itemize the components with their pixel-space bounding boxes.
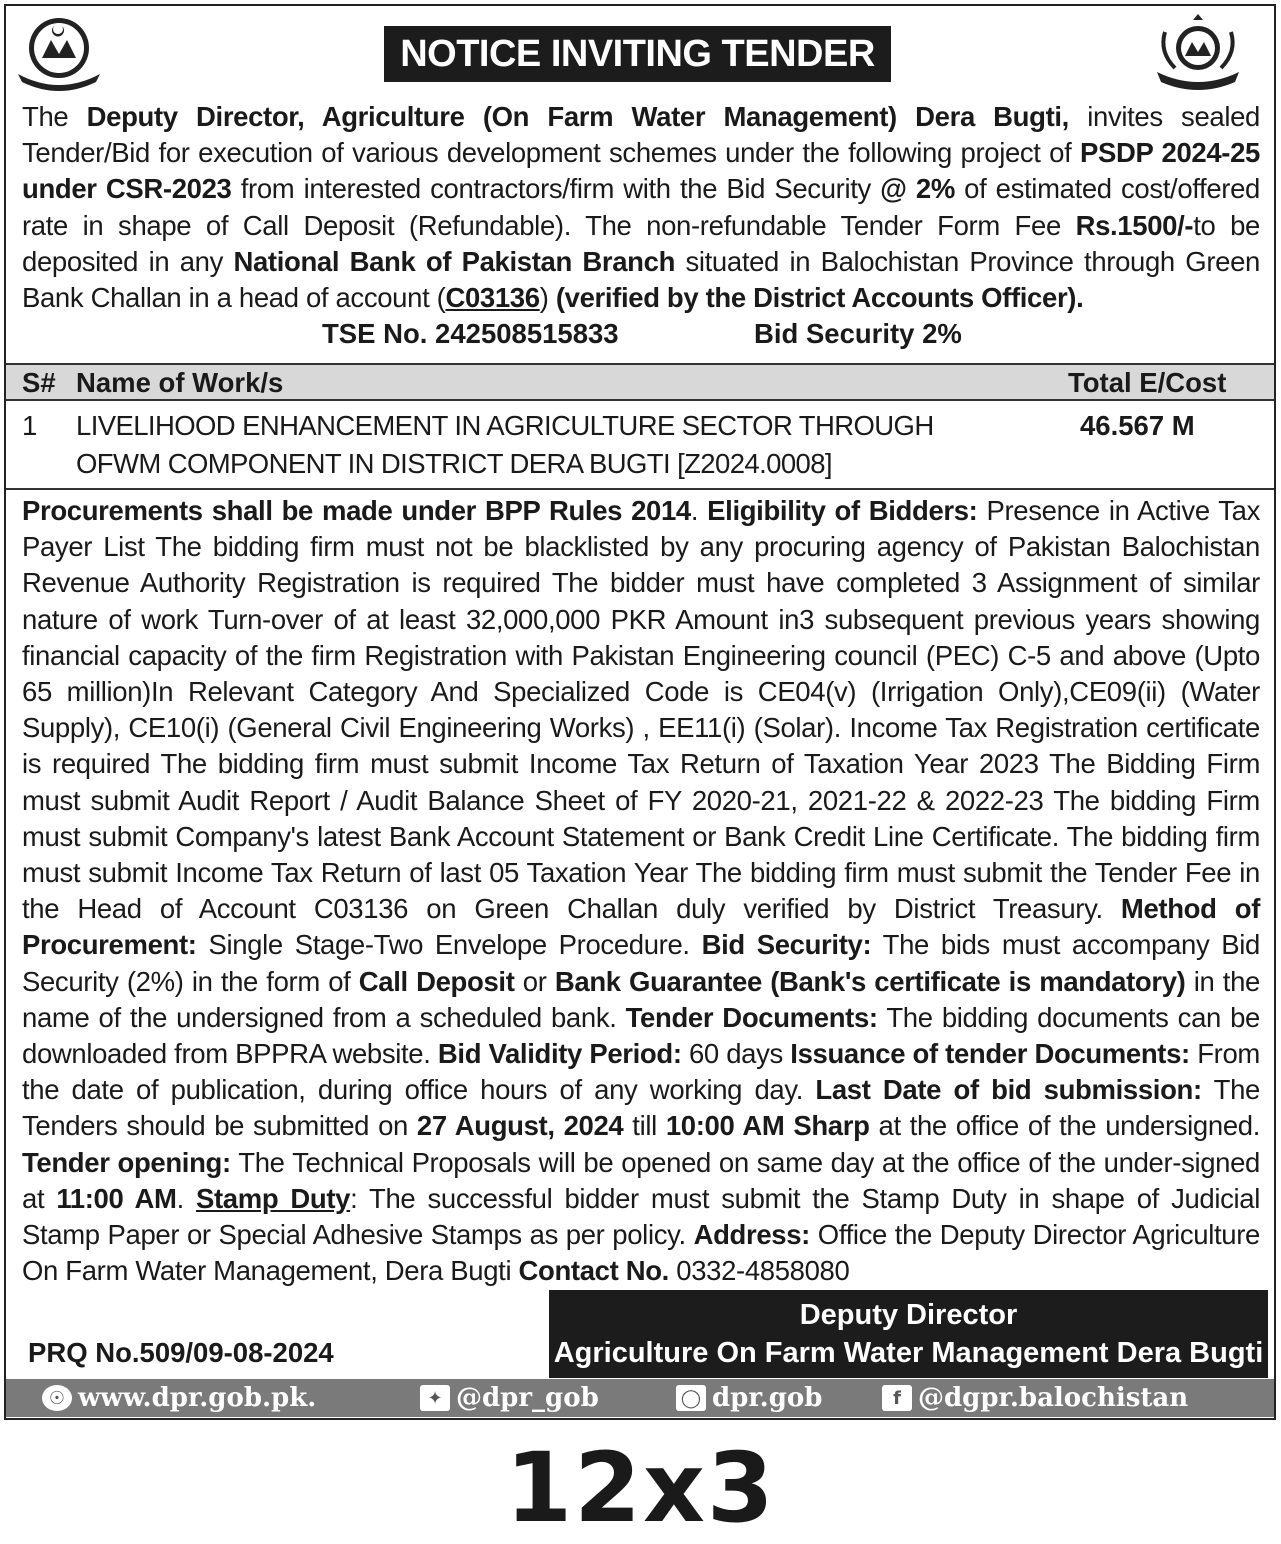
tse-number: TSE No. 242508515833 [322,318,619,349]
globe-icon: ☉ [42,1385,72,1411]
signature-title: Deputy Director [799,1299,1018,1331]
facebook-icon: f [882,1385,912,1411]
prq-number: PRQ No.509/09-08-2024 [28,1337,334,1368]
row-name-line2: OFWM COMPONENT IN DISTRICT DERA BUGTI [Z2024.0008] [76,448,832,479]
right-emblem-logo [1145,12,1251,90]
row-sno: 1 [22,410,37,441]
table-row [6,404,1274,486]
footer-facebook[interactable]: f @dgpr.balochistan [882,1383,1188,1413]
instagram-icon: ◯ [676,1385,706,1411]
row-name-line1: LIVELIHOOD ENHANCEMENT IN AGRICULTURE SECTOR THROUGH [76,410,934,441]
intro-paragraph: The Deputy Director, Agriculture (On Farm Water Management) Dera Bugti, invites sealed Tender/Bid for execution of various development schemes under the following project of PSDP 2024-25 under CSR-2023 from interested contractors/firm with the Bid Security @ 2% of estimated cost/offered rate in shape of Call Deposit (Refundable). The non-refundable Tender Form Fee Rs.1500/-to be deposited in any National Bank of Pakistan Branch situated in Balochistan Province through Green Bank Challan in a head of account (C03136) (verified by the District Accounts Officer). [22,101,1260,314]
terms-paragraph: Procurements shall be made under BPP Rules 2014. Eligibility of Bidders: Presence in Active Tax Payer List The bidding firm must not be blacklisted by any procuring agency of Pakistan Balochistan Revenue Authority Registration is required The bidder must have completed 3 Assignment of similar nature of work Turn-over of at least 32,000,000 PKR Amount in3 subsequent previous years showing financial capacity of the firm Registration with Pakistan Engineering council (PEC) C-5 and above (Upto 65 million)In Relevant Category And Specialized Code is CE04(v) (Irrigation Only),CE09(ii) (Water Supply), CE10(i) (General Civil Engineering Works) , EE11(i) (Solar). Income Tax Registration certificate is required The bidding firm must submit Income Tax Return of Taxation Year 2023 The Bidding Firm must submit Audit Report / Audit Balance Sheet of FY 2020-21, 2021-22 & 2022-23 The bidding Firm must submit Company's latest Bank Account Statement or Bank Credit Line Certificate. The bidding firm must submit Income Tax Return of last 05 Taxation Year The bidding firm must submit the Tender Fee in the Head of Account C03136 on Green Challan duly verified by District Treasury. Method of Procurement: Single Stage-Two Envelope Procedure. Bid Security: The bids must accompany Bid Security (2%) in the form of Call Deposit or Bank Guarantee (Bank's certificate is mandatory) in the name of the undersigned from a scheduled bank. Tender Documents: The bidding documents can be downloaded from BPPRA website. Bid Validity Period: 60 days Issuance of tender Documents: From the date of publication, during office hours of any working day. Last Date of bid submission: The Tenders should be submitted on 27 August, 2024 till 10:00 AM Sharp at the office of the undersigned. Tender opening: The Technical Proposals will be opened on same day at the office of the under-signed at 11:00 AM. Stamp Duty: The successful bidder must submit the Stamp Duty in shape of Judicial Stamp Paper or Special Adhesive Stamps as per policy. Address: Office the Deputy Director Agriculture On Farm Water Management, Dera Bugti Contact No. 0332-4858080 [22,495,1261,1287]
bid-security-label: Bid Security 2% [754,318,962,349]
ad-size-label: 12x3 [505,1432,776,1544]
footer-twitter[interactable]: ✦ @dpr_gob [420,1383,599,1413]
col-name: Name of Work/s [76,367,284,398]
left-emblem-logo [14,10,104,92]
footer-instagram[interactable]: ◯ dpr.gob [676,1383,822,1413]
row-cost: 46.567 M [1080,410,1195,441]
col-cost: Total E/Cost [1068,367,1227,398]
notice-title: NOTICE INVITING TENDER [384,26,891,82]
signature-office: Agriculture On Farm Water Management Dera Bugti [553,1337,1264,1369]
tse-row [22,318,1260,354]
footer-website[interactable]: ☉ www.dpr.gob.pk. [42,1383,316,1413]
section-divider [6,488,1274,490]
signature-block [549,1290,1268,1378]
twitter-icon: ✦ [420,1385,450,1411]
col-sno: S# [22,367,56,398]
footer-social-bar [6,1379,1274,1417]
works-table-header [6,363,1274,401]
